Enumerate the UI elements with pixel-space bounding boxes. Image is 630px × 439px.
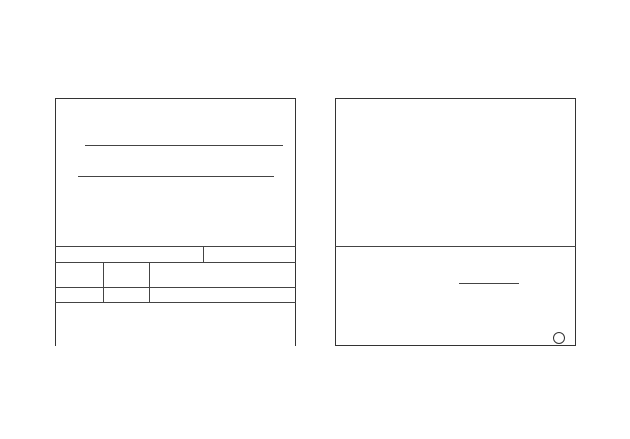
proxy-agent-blank[interactable]	[459, 283, 519, 284]
table-top-line	[55, 246, 296, 247]
table-line-3	[55, 287, 296, 288]
address-line[interactable]	[85, 145, 283, 146]
table-divider-left	[103, 262, 104, 302]
back-panel	[335, 98, 576, 346]
table-divider-mid	[149, 262, 150, 302]
proxy-divider	[335, 246, 576, 247]
table-divider-no	[203, 246, 204, 262]
front-panel	[55, 98, 296, 346]
seal-mark-icon	[553, 332, 565, 344]
table-line-2	[55, 262, 296, 263]
name-line[interactable]	[78, 176, 274, 177]
table-line-4	[55, 302, 296, 303]
